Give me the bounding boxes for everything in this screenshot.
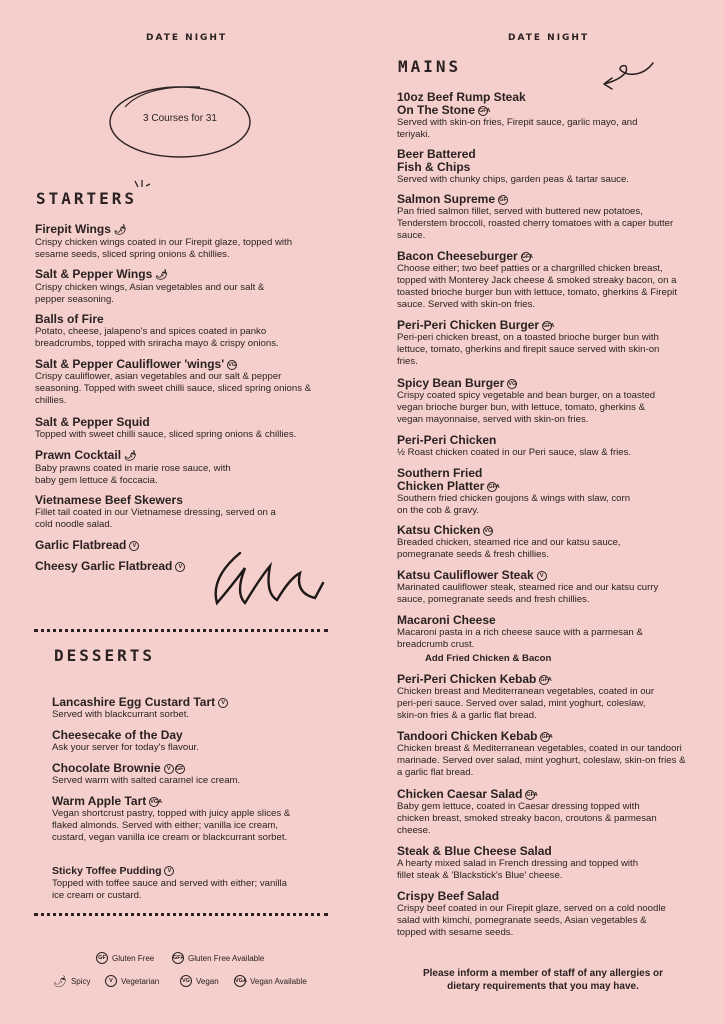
main-item: 10oz Beef Rump Steak On The Stone GFA Served with skin-on fries, Firepit sauce, garlic mayo, and teriyaki. <box>397 90 638 140</box>
vegetarian-icon: V <box>164 764 174 774</box>
gluten-free-icon: GF <box>499 196 507 203</box>
vegan-available-icon: VGA <box>234 975 246 987</box>
vegan-icon: VG <box>484 527 493 534</box>
gluten-free-available-icon: GFA <box>543 322 555 329</box>
starter-item: Salt & Pepper Wings 🌶 Crispy chicken wings, Asian vegetables and our salt & pepper seasoning. <box>35 267 265 305</box>
gluten-free-available-icon: GFA <box>488 483 500 490</box>
dessert-item: Lancashire Egg Custard Tart V Served with blackcurrant sorbet. <box>52 696 352 721</box>
gluten-free-available-icon: GFA <box>541 733 553 740</box>
main-item: Peri-Peri Chicken Kebab GFA Chicken breast and Mediterranean vegetables, coated in our peri-peri sauce. Served over salad, mint yoghurt, coleslaw, skin-on fries & a garlic flat bread. <box>397 672 655 721</box>
dessert-item: Chocolate Brownie V GF Served warm with salted caramel ice cream. <box>52 761 241 786</box>
date-night-tag-left: DATE NIGHT <box>146 33 228 43</box>
main-item: Steak & Blue Cheese Salad A hearty mixed salad in French dressing and topped with fillet steak & 'Blackstick's Blue' cheese. <box>397 844 639 881</box>
gluten-free-available-icon: GFA <box>172 952 184 964</box>
desserts-title: DESSERTS <box>54 646 156 665</box>
starter-item: Cheesy Garlic Flatbread V <box>35 560 335 573</box>
allergy-note: Please inform a member of staff of any allergies or dietary requirements that you may have. <box>422 968 664 992</box>
gluten-free-available-icon: GFA <box>479 107 491 114</box>
starter-item: Salt & Pepper Cauliflower 'wings' VG Crispy cauliflower, asian vegetables and our salt & pepper seasoning. Topped with sweet chilli sauce, sliced spring onions & chillies. <box>35 357 312 406</box>
legend-vegan: VG Vegan <box>180 975 219 987</box>
main-item: Salmon Supreme GF Pan fried salmon fillet, served with buttered new potatoes, Tenderstem broccoli, roasted cherry tomatoes with a caper butter sauce. <box>397 192 674 241</box>
chilli-icon: 🌶 <box>113 225 127 236</box>
legend-gluten-free-available: GFA Gluten Free Available <box>173 953 265 963</box>
gluten-free-icon: GF <box>175 765 184 772</box>
vegan-icon: VG <box>508 380 517 387</box>
legend-vegan-available: VGA Vegan Available <box>235 976 307 986</box>
main-item: Bacon Cheeseburger GFA Choose either; two beef patties or a chargrilled chicken breast, topped with Monterey Jack cheese & smoked streaky bacon, on a toasted brioche burger bun with lettuce, tomato, gherkins & Firepit sauce. Served with skin-on fries. <box>397 249 677 310</box>
legend-spicy: 🌶 Spicy <box>53 976 91 988</box>
starter-item: Firepit Wings 🌶 Crispy chicken wings coated in our Firepit glaze, topped with sesame seeds, sliced spring onions & chillies. <box>35 222 293 260</box>
gluten-free-available-icon: GFA <box>540 676 552 683</box>
starter-item: Prawn Cocktail 🌶 Baby prawns coated in marie rose sauce, with baby gem lettuce & foccacia. <box>35 448 231 486</box>
legend-vegetarian: V Vegetarian <box>105 975 159 987</box>
starter-item: Balls of Fire Potato, cheese, jalapeno's and spices coated in panko breadcrumbs, topped with sriracha mayo & crispy onions. <box>35 312 279 349</box>
arrow-doodle-icon <box>598 58 658 94</box>
vegetarian-icon: V <box>164 866 174 876</box>
starter-item: Garlic Flatbread V <box>35 539 335 552</box>
mains-title: MAINS <box>398 57 462 76</box>
dessert-item: Sticky Toffee Pudding V Topped with toffee sauce and served with either; vanilla ice cream or custard. <box>52 865 288 901</box>
dessert-item: Warm Apple Tart VGA Vegan shortcrust pastry, topped with juicy apple slices & flaked almonds. Served with either; vanilla ice cream, custard, vegan vanilla ice cream or blackcurrant sorbet. <box>52 794 291 843</box>
vegetarian-icon: V <box>105 975 117 987</box>
main-item: Katsu Chicken VG Breaded chicken, steamed rice and our katsu sauce, pomegranate seeds & fresh chillies. <box>397 523 621 560</box>
main-item: Spicy Bean Burger VG Crispy coated spicy vegetable and bean burger, on a toasted vegan brioche burger bun, with lettuce, tomato, gherkins & vegan mayonnaise, served with skin-on fries. <box>397 376 656 425</box>
main-item: Tandoori Chicken Kebab GFA Chicken breast & Mediterranean vegetables, coated in our tandoori marinade. Served over salad, mint yoghurt, coleslaw, skin-on fries & a garlic flat bread. <box>397 729 686 778</box>
vegan-icon: VG <box>228 361 237 368</box>
chilli-icon: 🌶 <box>155 270 168 281</box>
main-item: Beer Battered Fish & Chips Served with chunky chips, garden peas & tartar sauce. <box>397 147 629 185</box>
divider <box>34 629 328 632</box>
main-item: Katsu Cauliflower Steak V Marinated cauliflower steak, steamed rice and our katsu curry sauce, pomegranate seeds and fresh chillies. <box>397 568 659 605</box>
dessert-item: Cheesecake of the Day Ask your server for today's flavour. <box>52 728 199 753</box>
scribble-decoration <box>205 548 330 610</box>
gluten-free-icon: GF <box>96 952 108 964</box>
chilli-icon: 🌶 <box>53 976 67 988</box>
legend-gluten-free: GF Gluten Free <box>96 952 154 964</box>
gluten-free-available-icon: GFA <box>521 253 534 260</box>
vegetarian-icon: V <box>129 541 139 551</box>
offer-text: 3 Courses for 31 <box>143 113 217 124</box>
vegetarian-icon: V <box>218 698 228 708</box>
main-item: Peri-Peri Chicken ½ Roast chicken coated in our Peri sauce, slaw & fries. <box>397 433 632 458</box>
starters-title: STARTERS <box>36 189 138 208</box>
main-item: Southern Fried Chicken Platter GFA Southern fried chicken goujons & wings with slaw, corn on the cob & gravy. <box>397 466 631 516</box>
main-item: Peri-Peri Chicken Burger GFA Peri-peri chicken breast, on a toasted brioche burger bun with lettuce, tomato, gherkins and firepit sauce served with skin-on fries. <box>397 318 660 367</box>
vegetarian-icon: V <box>175 562 185 572</box>
date-night-tag-right: DATE NIGHT <box>508 33 590 43</box>
vegan-icon: VG <box>180 975 192 987</box>
divider <box>34 913 328 916</box>
vegetarian-icon: V <box>537 571 547 581</box>
gluten-free-available-icon: GFA <box>526 791 538 798</box>
main-item: Chicken Caesar Salad GFA Baby gem lettuce, coated in Caesar dressing topped with chicken breast, smoked streaky bacon, croutons & parmesan cheese. <box>397 787 657 836</box>
vegan-available-icon: VGA <box>150 798 163 805</box>
sparkle-icon <box>132 178 152 202</box>
chilli-icon: 🌶 <box>124 451 137 462</box>
main-item: Crispy Beef Salad Crispy beef coated in our Firepit glaze, served on a cold noodle salad with kimchi, pomegranate seeds, Asian vegetables & topped with sesame seeds. <box>397 889 666 938</box>
starter-item: Salt & Pepper Squid Topped with sweet chilli sauce, sliced spring onions & chillies. <box>35 415 297 440</box>
main-item: Macaroni Cheese Macaroni pasta in a rich cheese sauce with a parmesan & breadcrumb crust. Add Fried Chicken & Bacon <box>397 613 643 664</box>
starter-item: Vietnamese Beef Skewers Fillet tail coated in our Vietnamese dressing, served on a cold noodle salad. <box>35 493 276 530</box>
